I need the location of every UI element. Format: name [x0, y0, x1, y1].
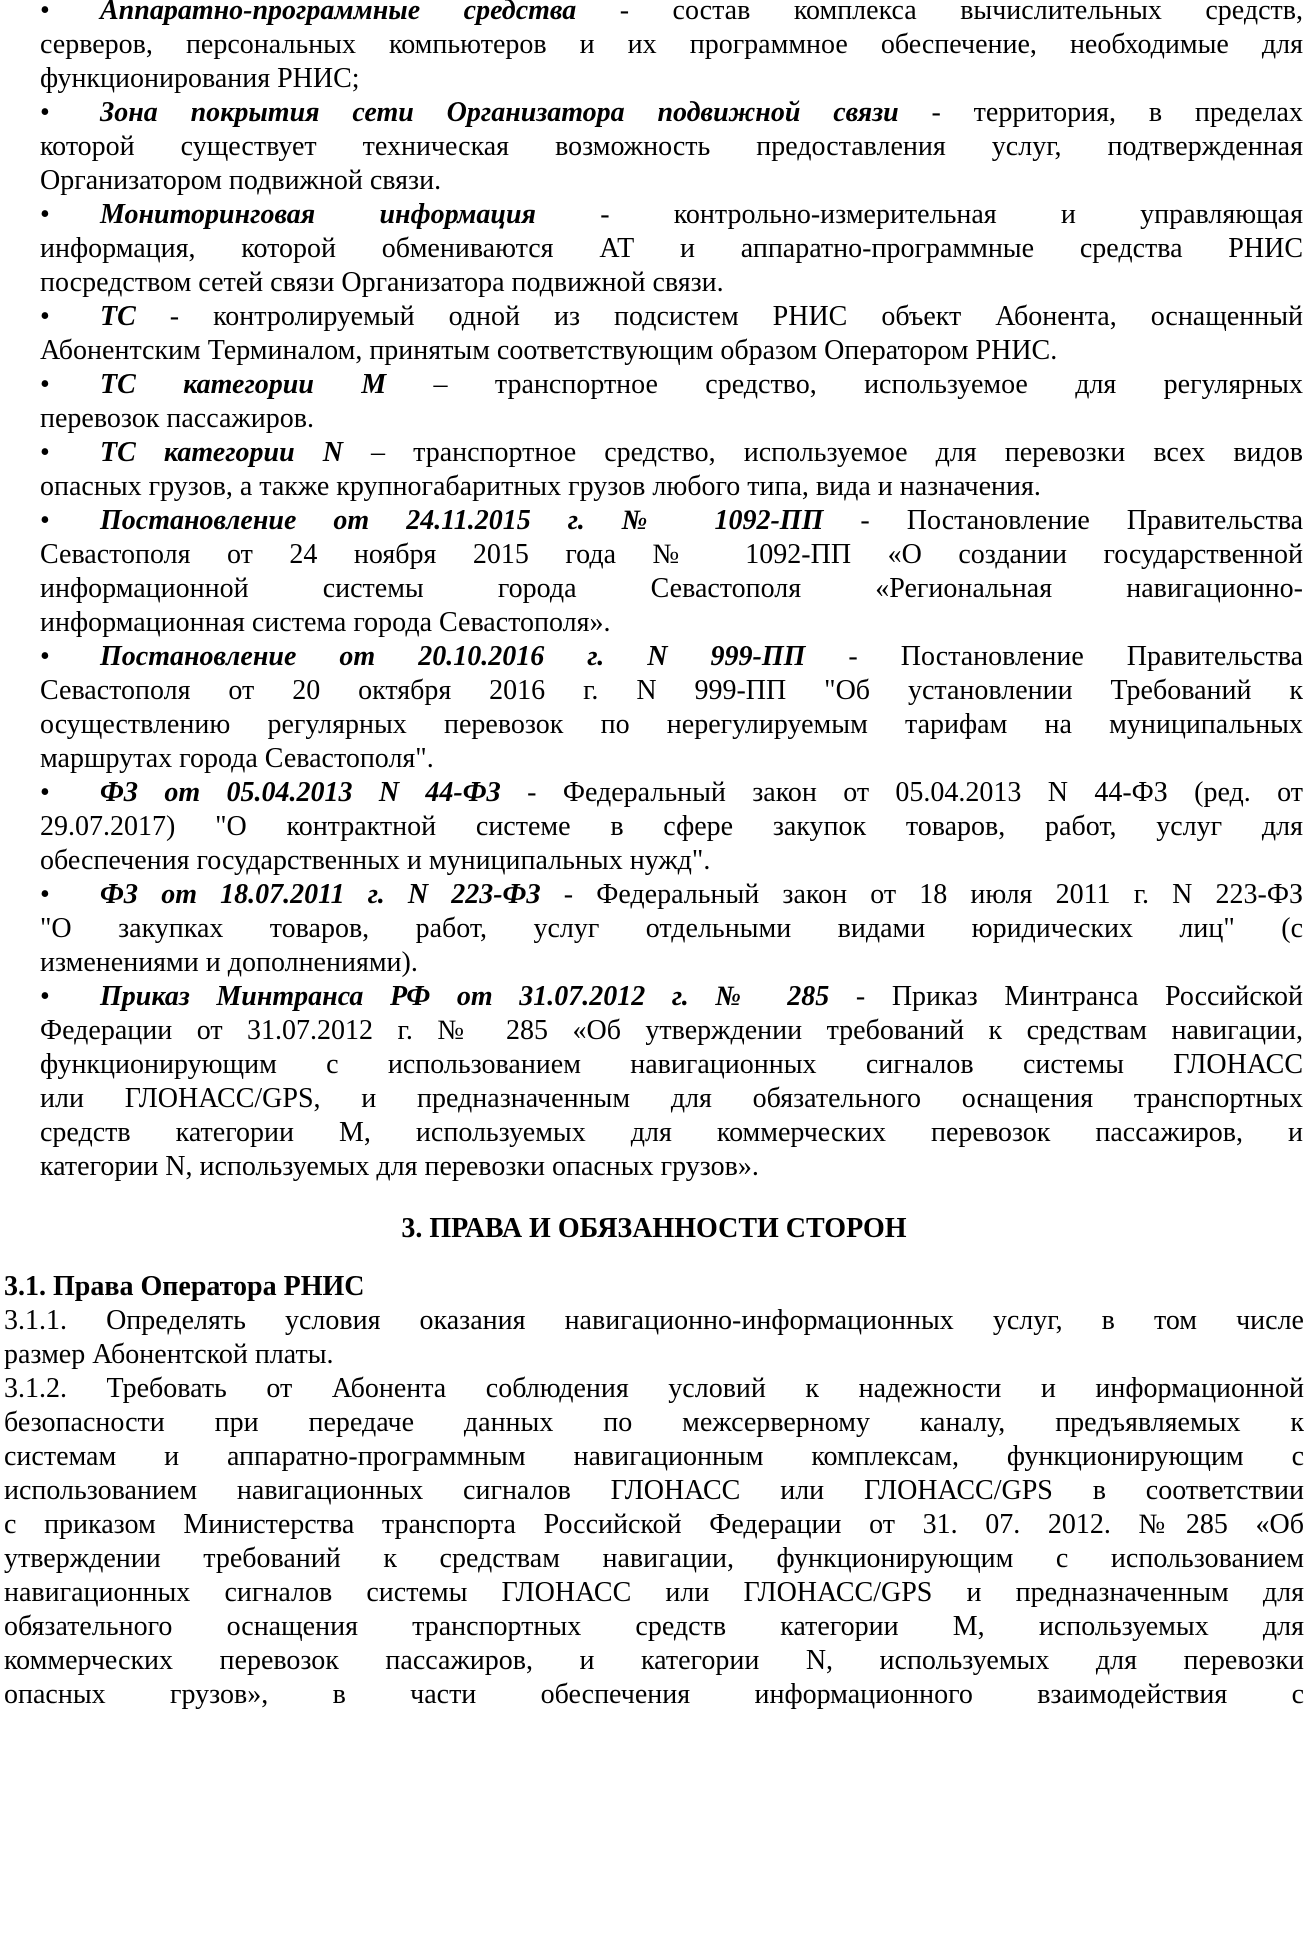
bullet-icon: •: [40, 879, 50, 910]
definition-text: - Постановление Правительства: [805, 641, 1303, 672]
bullet-icon: •: [40, 369, 50, 400]
definition-text-line: серверов, персональных компьютеров и их программное обеспечение, необходимые для: [40, 29, 1303, 60]
definition-text: - контрольно-измерительная и управляющая: [535, 199, 1303, 230]
definition-term: Аппаратно-программные средства: [100, 0, 577, 26]
definition-item: [40, 980, 1303, 1014]
definition-text-line: средств категории М, используемых для коммерческих перевозок пассажиров, и: [40, 1117, 1303, 1148]
definition-term: ФЗ от 05.04.2013 N 44-ФЗ: [100, 777, 501, 808]
definition-text-line: информационная система города Севастополя».: [40, 607, 611, 638]
definition-term: Постановление от 24.11.2015 г. № 1092-ПП: [100, 505, 824, 536]
definition-item: [40, 300, 1303, 334]
definition-text-line: информационной системы города Севастополя «Региональная навигационно-: [40, 573, 1303, 604]
paragraph-line: опасных грузов», в части обеспечения информационного взаимодействия с: [4, 1679, 1304, 1710]
definition-text-line: "О закупках товаров, работ, услуг отдельными видами юридических лиц" (с: [40, 913, 1303, 944]
definition-item: [40, 878, 1303, 912]
definition-text-line: опасных грузов, а также крупногабаритных грузов любого типа, вида и назначения.: [40, 471, 1041, 502]
definition-text-line: Организатором подвижной связи.: [40, 165, 442, 196]
section-heading: 3. ПРАВА И ОБЯЗАННОСТИ СТОРОН: [401, 1213, 907, 1244]
definition-text-line: маршрутах города Севастополя".: [40, 743, 434, 774]
definition-item: [40, 368, 1303, 402]
definition-item: [40, 198, 1303, 232]
definition-item: [40, 436, 1303, 470]
bullet-icon: •: [40, 0, 50, 26]
paragraph-line: коммерческих перевозок пассажиров, и категории N, используемых для перевозки: [4, 1645, 1304, 1676]
bullet-icon: •: [40, 777, 50, 808]
paragraph-line: системам и аппаратно-программным навигационным комплексам, функционирующим с: [4, 1441, 1304, 1472]
definition-text-line: функционирования РНИС;: [40, 63, 360, 94]
bullet-icon: •: [40, 505, 50, 536]
paragraph-line: навигационных сигналов системы ГЛОНАСС или ГЛОНАСС/GPS и предназначенным для: [4, 1577, 1304, 1608]
paragraph-line: 3.1.1. Определять условия оказания навигационно-информационных услуг, в том числе: [4, 1305, 1304, 1336]
definition-text: - контролируемый одной из подсистем РНИС объект Абонента, оснащенный: [135, 301, 1303, 332]
definition-item: [40, 640, 1303, 674]
definition-text-line: изменениями и дополнениями).: [40, 947, 418, 978]
definition-term: Мониторинговая информация: [100, 199, 536, 230]
definition-item: [40, 504, 1303, 538]
definition-text-line: или ГЛОНАСС/GPS, и предназначенным для обязательного оснащения транспортных: [40, 1083, 1303, 1114]
definition-text-line: 29.07.2017) "О контрактной системе в сфере закупок товаров, работ, услуг для: [40, 811, 1303, 842]
definition-text: - Постановление Правительства: [823, 505, 1304, 536]
definition-text-line: Федерации от 31.07.2012 г. № 285 «Об утверждении требований к средствам навигации,: [40, 1015, 1303, 1046]
definition-text: - Федеральный закон от 18 июля 2011 г. N 223-ФЗ: [540, 879, 1304, 910]
definition-text-line: посредством сетей связи Организатора подвижной связи.: [40, 267, 724, 298]
bullet-icon: •: [40, 981, 50, 1012]
paragraph-line: безопасности при передаче данных по межсерверному каналу, предъявляемых к: [4, 1407, 1304, 1438]
definition-text-line: Севастополя от 24 ноября 2015 года № 1092-ПП «О создании государственной: [40, 539, 1303, 570]
bullet-icon: •: [40, 301, 50, 332]
definition-item: [40, 96, 1303, 130]
definition-text: - Федеральный закон от 05.04.2013 N 44-ФЗ (ред. от: [500, 777, 1304, 808]
bullet-icon: •: [40, 97, 50, 128]
definition-term: Зона покрытия сети Организатора подвижной связи: [100, 97, 899, 128]
bullet-icon: •: [40, 437, 50, 468]
paragraph-line: использованием навигационных сигналов ГЛОНАСС или ГЛОНАСС/GPS в соответствии: [4, 1475, 1304, 1506]
definition-term: ТС категории N: [100, 437, 343, 468]
definition-term: Постановление от 20.10.2016 г. N 999-ПП: [100, 641, 806, 672]
definition-text: – транспортное средство, используемое для перевозки всех видов: [342, 437, 1303, 468]
definition-text: - Приказ Минтранса Российской: [829, 981, 1303, 1012]
bullet-icon: •: [40, 641, 50, 672]
definition-text-line: перевозок пассажиров.: [40, 403, 314, 434]
definition-term: ФЗ от 18.07.2011 г. N 223-ФЗ: [100, 879, 541, 910]
subsection-heading: 3.1. Права Оператора РНИС: [4, 1271, 365, 1302]
definition-term: ТС: [100, 301, 136, 332]
definition-term: ТС категории М: [100, 369, 387, 400]
paragraph-line: 3.1.2. Требовать от Абонента соблюдения условий к надежности и информационной: [4, 1373, 1304, 1404]
definition-text: - состав комплекса вычислительных средств,: [576, 0, 1303, 26]
definition-text: – транспортное средство, используемое для регулярных: [386, 369, 1303, 400]
definition-text-line: осуществлению регулярных перевозок по нерегулируемым тарифам на муниципальных: [40, 709, 1303, 740]
paragraph-line: утверждении требований к средствам навигации, функционирующим с использованием: [4, 1543, 1304, 1574]
definition-text-line: информация, которой обмениваются АТ и аппаратно-программные средства РНИС: [40, 233, 1303, 264]
definition-text-line: которой существует техническая возможность предоставления услуг, подтвержденная: [40, 131, 1303, 162]
definition-text-line: категории N, используемых для перевозки опасных грузов».: [40, 1151, 759, 1182]
paragraph-line: с приказом Министерства транспорта Российской Федерации от 31. 07. 2012. №285 «Об: [4, 1509, 1304, 1540]
definition-item: [40, 0, 1303, 28]
definition-text-line: функционирующим с использованием навигационных сигналов системы ГЛОНАСС: [40, 1049, 1303, 1080]
paragraph-line: размер Абонентской платы.: [4, 1339, 334, 1370]
paragraph-line: обязательного оснащения транспортных средств категории М, используемых для: [4, 1611, 1304, 1642]
definition-text-line: обеспечения государственных и муниципальных нужд".: [40, 845, 711, 876]
definition-text-line: Севастополя от 20 октября 2016 г. N 999-ПП "Об установлении Требований к: [40, 675, 1303, 706]
definition-term: Приказ Минтранса РФ от 31.07.2012 г. № 285: [100, 981, 830, 1012]
definition-item: [40, 776, 1303, 810]
definition-text-line: Абонентским Терминалом, принятым соответствующим образом Оператором РНИС.: [40, 335, 1058, 366]
definition-text: - территория, в пределах: [898, 97, 1303, 128]
bullet-icon: •: [40, 199, 50, 230]
